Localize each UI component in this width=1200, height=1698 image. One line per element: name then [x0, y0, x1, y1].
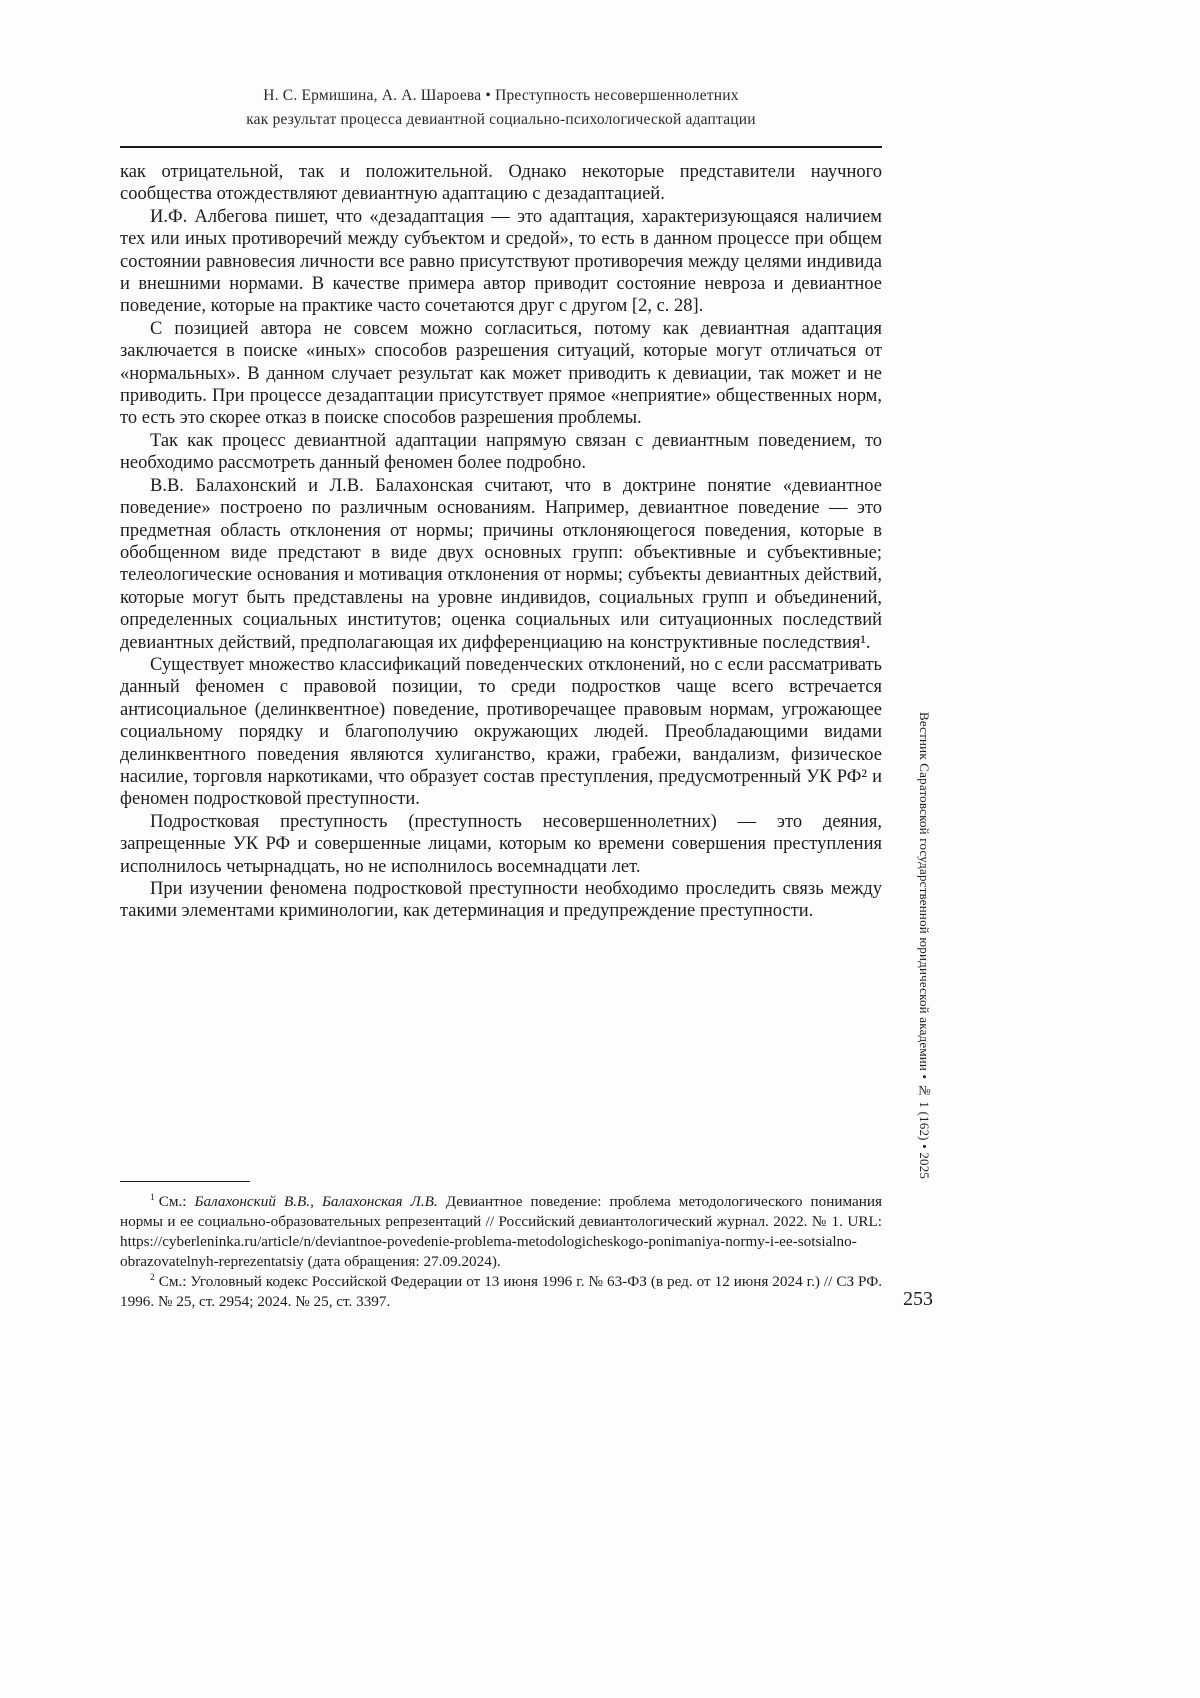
- body-paragraph: Существует множество классификаций поведенческих отклонений, но с если рассматривать данный феномен с правовой позиции, то среди подростков чаще всего встречается антисоциальное (делинквентное) поведение, противоречащее правовым нормам, угрожающее социальному порядку и благополучию окружающих людей. Преобладающими видами делинквентного поведения являются хулиганство, кражи, грабежи, вандализм, физическое насилие, торговля наркотиками, что образует состав преступления, предусмотренный УК РФ² и феномен подростковой преступности.: [120, 654, 882, 810]
- footnote-1-authors: Балахонский В.В., Балахонская Л.В.: [194, 1193, 438, 1210]
- footnote-2-prefix: См.:: [158, 1273, 191, 1290]
- body-paragraph: И.Ф. Албегова пишет, что «дезадаптация — это адаптация, характеризующаяся наличием тех или иных противоречий между субъектом и средой», то есть в данном процессе при общем состоянии равновесия личности все равно присутствуют противоречия между целями индивида и внешними нормами. В качестве примера автор приводит состояние невроза и девиантное поведение, которые на практике часто сочетаются друг с другом [2, с. 28].: [120, 206, 882, 317]
- footnote-1-marker: 1: [150, 1192, 155, 1203]
- page-number: 253: [903, 1288, 933, 1310]
- article-body: [120, 161, 882, 923]
- footnote-2: [120, 1272, 882, 1312]
- body-paragraph: Так как процесс девиантной адаптации напрямую связан с девиантным поведением, то необходимо рассмотреть данный феномен более подробно.: [120, 430, 882, 474]
- running-head-line2: как результат процесса девиантной социально-психологической адаптации: [246, 111, 756, 128]
- body-paragraph: В.В. Балахонский и Л.В. Балахонская считают, что в доктрине понятие «девиантное поведение» построено по различным основаниям. Например, девиантное поведение — это предметная область отклонения от нормы; причины отклоняющегося поведения, которые в обобщенном виде предстают в виде двух основных групп: объективные и субъективные; телеологические основания и мотивация отклонения от нормы; субъекты девиантных действий, которые могут быть представлены на уровне индивидов, социальных групп и объединений, определенных социальных институтов; оценка социальных или ситуационных последствий девиантных действий, предполагающая их дифференциацию на конструктивные последствия¹.: [120, 475, 882, 653]
- body-paragraph: С позицией автора не совсем можно согласиться, потому как девиантная адаптация заключается в поиске «иных» способов разрешения ситуаций, которые могут отличаться от «нормальных». В данном случает результат как может приводить к девиации, так может и не приводить. При процессе дезадаптации присутствует прямое «неприятие» общественных норм, то есть это скорее отказ в поиске способов разрешения проблемы.: [120, 318, 882, 429]
- journal-side-caption: Вестник Саратовской государственной юридической академии • № 1 (162) • 2025: [917, 712, 932, 1180]
- running-head-line1: Н. С. Ермишина, А. А. Шароева • Преступность несовершеннолетних: [263, 87, 739, 104]
- body-paragraph: как отрицательной, так и положительной. Однако некоторые представители научного сообщества отождествляют девиантную адаптацию с дезадаптацией.: [120, 162, 882, 205]
- running-head: [120, 84, 882, 132]
- footnote-1-text: Девиантное поведение: проблема методологического понимания нормы и ее социально-образовательных репрезентаций // Российский девиантологический журнал. 2022. № 1. URL: https://cyberleninka.ru/article/n/deviantnoe-povedenie-problema-metodologicheskogo-ponimaniya-normy-i-ee-sotsialno-obrazovatelnyh-reprezentatsiy (дата обращения: 27.09.2024).: [120, 1193, 882, 1270]
- body-paragraph: При изучении феномена подростковой преступности необходимо проследить связь между такими элементами криминологии, как детерминация и предупреждение преступности.: [120, 879, 882, 922]
- footnote-1: [120, 1192, 882, 1272]
- footnotes: [120, 1192, 882, 1312]
- footnote-1-prefix: См.:: [158, 1193, 195, 1210]
- footnote-rule: [120, 1181, 250, 1182]
- footnote-2-marker: 2: [150, 1272, 155, 1283]
- header-rule: [120, 146, 882, 148]
- body-paragraph: Подростковая преступность (преступность несовершеннолетних) — это деяния, запрещенные УК РФ и совершенные лицами, которым ко времени совершения преступления исполнилось четырнадцать, но не исполнилось восемнадцати лет.: [120, 811, 882, 877]
- footnote-2-text: Уголовный кодекс Российской Федерации от 13 июня 1996 г. № 63-ФЗ (в ред. от 12 июня 2024 г.) // СЗ РФ. 1996. № 25, ст. 2954; 2024. № 25, ст. 3397.: [120, 1273, 882, 1310]
